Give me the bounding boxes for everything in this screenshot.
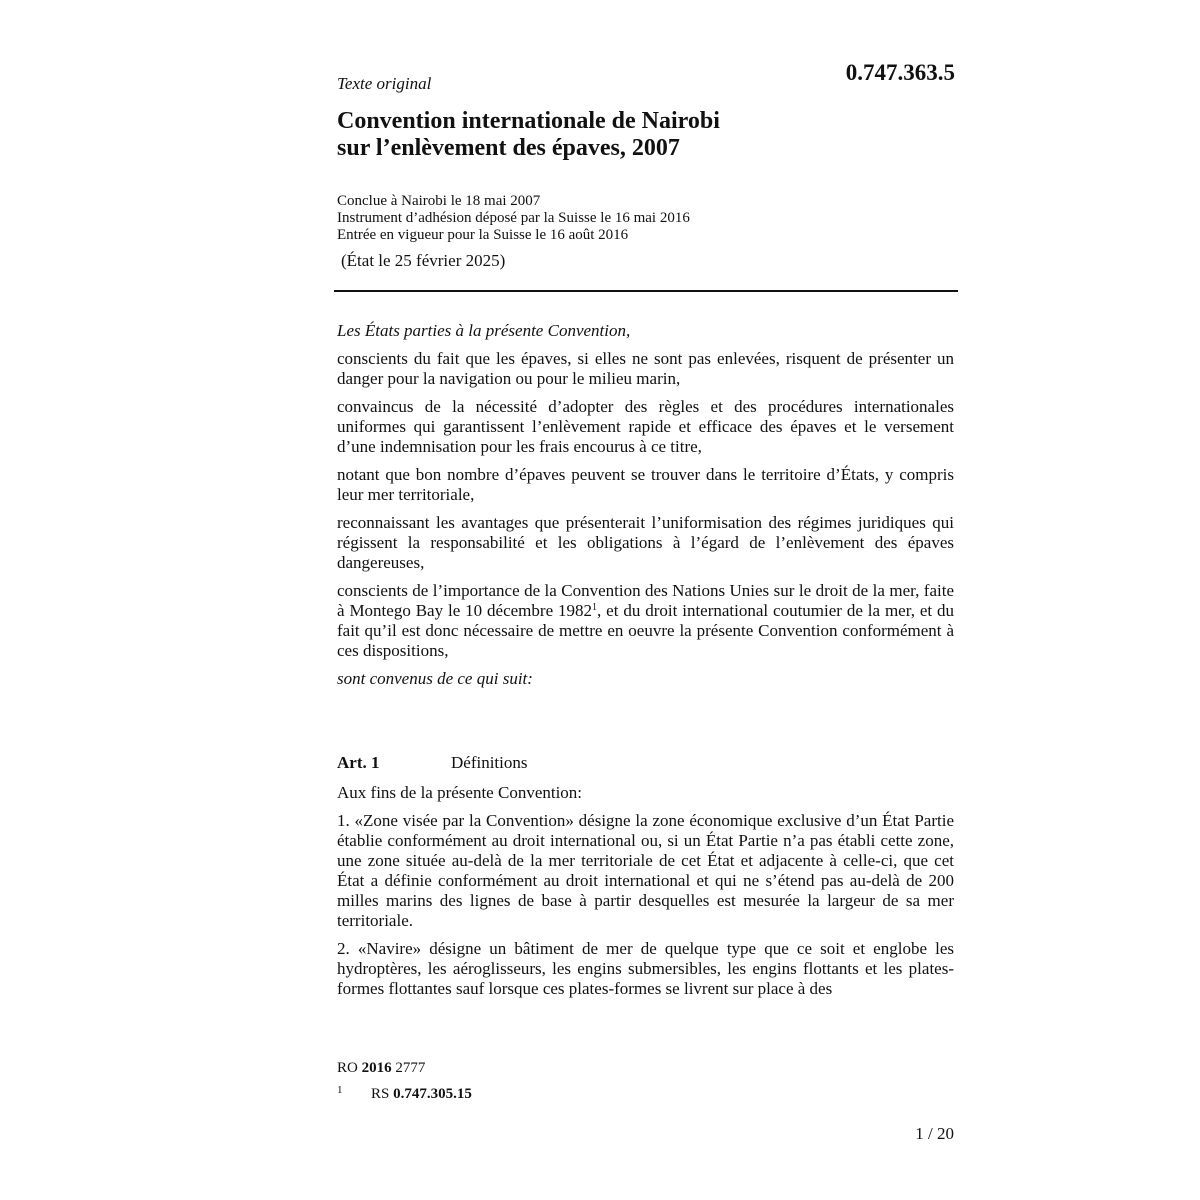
preamble-intro: Les États parties à la présente Convention,	[337, 321, 631, 340]
header-divider	[334, 290, 958, 292]
footnote	[337, 1080, 472, 1104]
preamble	[337, 321, 954, 689]
article-item: 2. «Navire» désigne un bâtiment de mer de quelque type que ce soit et englobe les hydroptères, les aéroglisseurs, les engins submersibles, les engins flottants et les plates-formes flottantes sauf lorsque ces plates-formes se livrent sur place à des	[337, 939, 954, 998]
ro-year: 2016	[361, 1060, 392, 1076]
preamble-paragraph: notant que bon nombre d’épaves peuvent se trouver dans le territoire d’États, y compris leur mer territoriale,	[337, 465, 954, 504]
document-title	[337, 108, 720, 162]
ro-prefix: RO	[337, 1060, 358, 1076]
page-number: 1 / 20	[915, 1124, 954, 1143]
preamble-outro: sont convenus de ce qui suit:	[337, 669, 533, 688]
preamble-text: , et du droit international coutumier de la mer, et du fait qu’il est donc nécessaire de mettre en oeuvre la présente Convention conformément à ces dispositions,	[337, 601, 954, 660]
preamble-paragraph	[337, 581, 954, 661]
status-date: (État le 25 février 2025)	[341, 251, 506, 270]
preamble-paragraph: convaincus de la nécessité d’adopter des règles et des procédures internationales uniformes qui garantissent l’enlèvement rapide et efficace des épaves et le versement d’une indemnisation pour les frais encourus à ce titre,	[337, 397, 954, 456]
document-meta	[337, 193, 690, 244]
article-number: Art. 1	[337, 753, 380, 772]
footnote-reference[interactable]: 1	[592, 602, 598, 613]
ro-reference	[337, 1058, 425, 1078]
original-text-label: Texte original	[337, 74, 432, 93]
ro-page: 2777	[395, 1060, 426, 1076]
sr-number: 0.747.363.5	[845, 60, 955, 85]
preamble-paragraph: reconnaissant les avantages que présenterait l’uniformisation des régimes juridiques qui régissent la responsabilité et les obligations à l’égard de l’enlèvement des épaves dangereuses,	[337, 513, 954, 572]
article-heading	[337, 753, 954, 773]
title-line-1: Convention internationale de Nairobi	[337, 108, 720, 134]
article-title: Définitions	[451, 753, 528, 772]
article-1	[337, 753, 954, 1007]
footnote-link[interactable]: 0.747.305.15	[393, 1086, 472, 1102]
article-intro: Aux fins de la présente Convention:	[337, 783, 583, 802]
concluded-date: Conclue à Nairobi le 18 mai 2007	[337, 193, 541, 209]
preamble-paragraph: conscients du fait que les épaves, si elles ne sont pas enlevées, risquent de présenter un danger pour la navigation ou pour le milieu marin,	[337, 349, 954, 388]
preamble-text: conscients de l’importance de la Convention des Nations Unies sur le droit de la mer, faite à Montego Bay le 10 décembre 1982	[337, 581, 954, 620]
footnote-prefix: RS	[371, 1086, 390, 1102]
entry-into-force-date: Entrée en vigueur pour la Suisse le 16 août 2016	[337, 227, 629, 243]
instrument-date: Instrument d’adhésion déposé par la Suisse le 16 mai 2016	[337, 210, 690, 226]
footnote-mark: 1	[337, 1084, 343, 1096]
title-line-2: sur l’enlèvement des épaves, 2007	[337, 135, 680, 161]
article-item: 1. «Zone visée par la Convention» désigne la zone économique exclusive d’un État Partie établie conformément au droit international ou, si un État Partie n’a pas établi cette zone, une zone située au-delà de la mer territoriale de cet État et adjacente à celle-ci, que cet État a définie conformément au droit international et qui ne s’étend pas au-delà de 200 milles marins des lignes de base à partir desquelles est mesurée la largeur de sa mer territoriale.	[337, 811, 954, 930]
